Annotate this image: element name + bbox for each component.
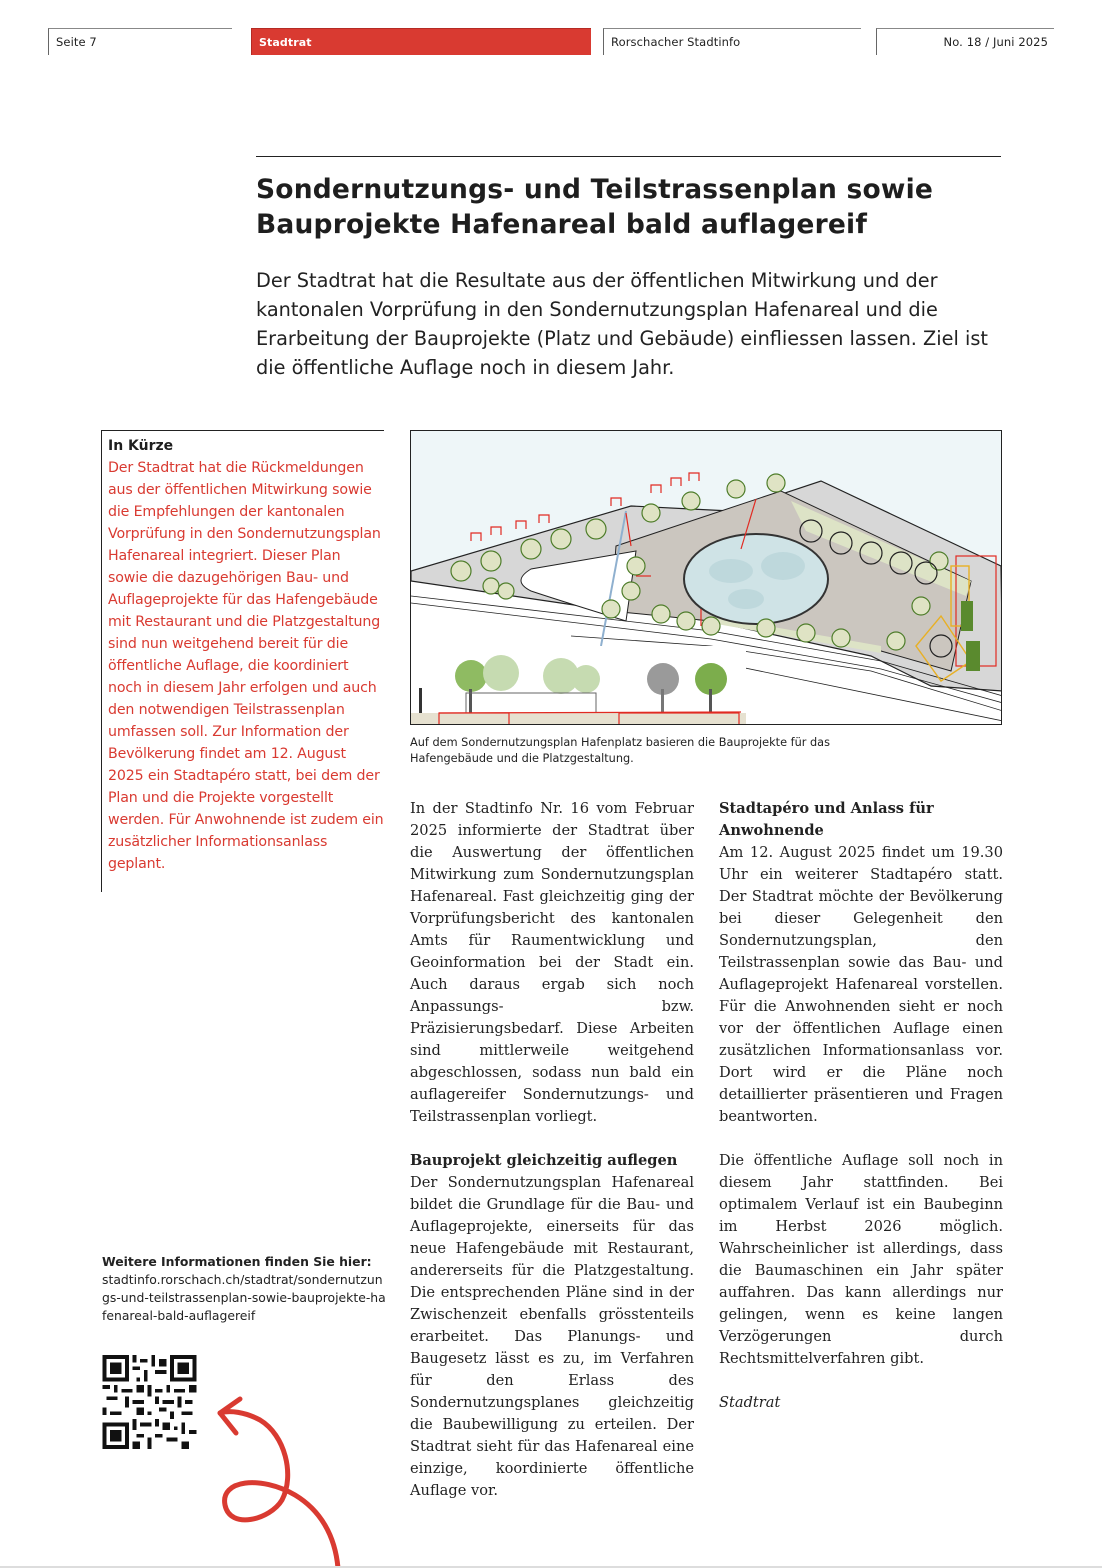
signature: Stadtrat	[719, 1394, 781, 1411]
more-info	[102, 1253, 387, 1325]
more-info-heading: Weitere Informationen finden Sie hier:	[102, 1254, 372, 1269]
article-title: Sondernutzungs- und Teilstrassenplan sowie Bauprojekte Hafenareal bald auflagereif	[256, 174, 934, 240]
site-plan-drawing	[411, 431, 1002, 725]
subheading: Stadtapéro und Anlass für Anwohnende	[719, 800, 934, 839]
paragraph: Am 12. August 2025 findet um 19.30 Uhr ein weiterer Stadtapéro statt. Der Stadtrat möchte der Bevölkerung bei dieser Gelegenheit den Sondernutzungsplan, den Teilstrassenplan sowie das Bau- und Auflageprojekt Hafenareal vorstellen. Für die Anwohnenden sieht er noch vor der öffentlichen Auflage einen zusätzlichen Informationsanlass vor. Dort wird er die Pläne noch detaillierter präsentieren und Fragen beantworten.	[719, 844, 1003, 1125]
qr-code-icon[interactable]	[102, 1355, 197, 1449]
paragraph: In der Stadtinfo Nr. 16 vom Februar 2025 informierte der Stadtrat über die Auswertung der öffentlichen Mitwirkung zum Sondernutzungsplan Hafenareal. Fast gleichzeitig ging der Vorprüfungsbericht des kantonalen Amts für Raumentwicklung und Geoinformation bei der Stadt ein. Auch daraus ergab sich noch Anpassungs- bzw. Präzisierungsbedarf. Diese Arbeiten sind mittlerweile weitgehend abgeschlossen, sodass nun bald ein auflagereifer Sondernutzungs- und Teilstrassenplan vorliegt.	[410, 800, 694, 1125]
figure-caption: Auf dem Sondernutzungsplan Hafenplatz basieren die Bauprojekte für das Hafengebäude und die Platzgestaltung.	[410, 736, 830, 765]
site-plan-image	[410, 430, 1002, 725]
page-number: Seite 7	[48, 28, 232, 55]
summary-heading: In Kürze	[108, 438, 174, 454]
body-column-1	[410, 798, 694, 1502]
publication-name: Rorschacher Stadtinfo	[603, 28, 861, 55]
subheading: Bauprojekt gleichzeitig auflegen	[410, 1152, 678, 1169]
paragraph: Die öffentliche Auflage soll noch in diesem Jahr stattfinden. Bei optimalem Verlauf ist ein Baubeginn im Herbst 2026 möglich. Wahrscheinlicher ist allerdings, dass die Baumaschinen ein Jahr später auffahren. Das kann allerdings nur gelingen, wenn es keine langen Verzögerungen durch Rechtsmittelverfahren gibt.	[719, 1152, 1003, 1367]
title-rule	[256, 156, 1001, 157]
paragraph: Der Sondernutzungsplan Hafenareal bildet die Grundlage für die Bau- und Auflageprojekte, einerseits für das neue Hafengebäude mit Restaurant, andererseits für die Platzgestaltung. Die entsprechenden Pläne sind in der Zwischenzeit ebenfalls grösstenteils erarbeitet. Das Planungs- und Baugesetz lässt es zu, im Verfahren für den Erlass des Sondernutzungsplanes gleichzeitig die Baubewilligung zu erteilen. Der Stadtrat sieht für das Hafenareal eine einzige, koordinierte öffentliche Auflage vor.	[410, 1174, 694, 1499]
red-arrow-icon	[200, 1395, 360, 1568]
body-column-2	[719, 798, 1003, 1414]
summary-box	[101, 430, 384, 892]
more-info-link[interactable]: stadtinfo.rorschach.ch/stadtrat/sondernutzungs-und-teilstrassenplan-sowie-bauprojekte-hafenareal-bald-auflagereif	[102, 1272, 386, 1323]
article-lead: Der Stadtrat hat die Resultate aus der öffentlichen Mitwirkung und der kantonalen Vorprüfung in den Sondernutzungsplan Hafenareal und die Erarbeitung der Bauprojekte (Platz und Gebäude) einfliessen lassen. Ziel ist die öffentliche Auflage noch in diesem Jahr.	[256, 269, 988, 379]
section-label: Stadtrat	[251, 28, 591, 55]
issue-number: No. 18 / Juni 2025	[876, 28, 1054, 55]
summary-text: Der Stadtrat hat die Rückmeldungen aus der öffentlichen Mitwirkung sowie die Empfehlungen der kantonalen Vorprüfung in den Sondernutzungsplan Hafenareal integriert. Dieser Plan sowie die dazugehörigen Bau- und Auflageprojekte für das Hafengebäude mit Restaurant und die Platzgestaltung sind nun weitgehend bereit für die öffentliche Auflage, die koordiniert noch in diesem Jahr erfolgen und auch den notwendigen Teilstrassenplan umfassen soll. Zur Information der Bevölkerung findet am 12. August 2025 ein Stadtapéro statt, bei dem der Plan und die Projekte vorgestellt werden. Für Anwohnende ist zudem ein zusätzlicher Informationsanlass geplant.	[108, 460, 384, 872]
